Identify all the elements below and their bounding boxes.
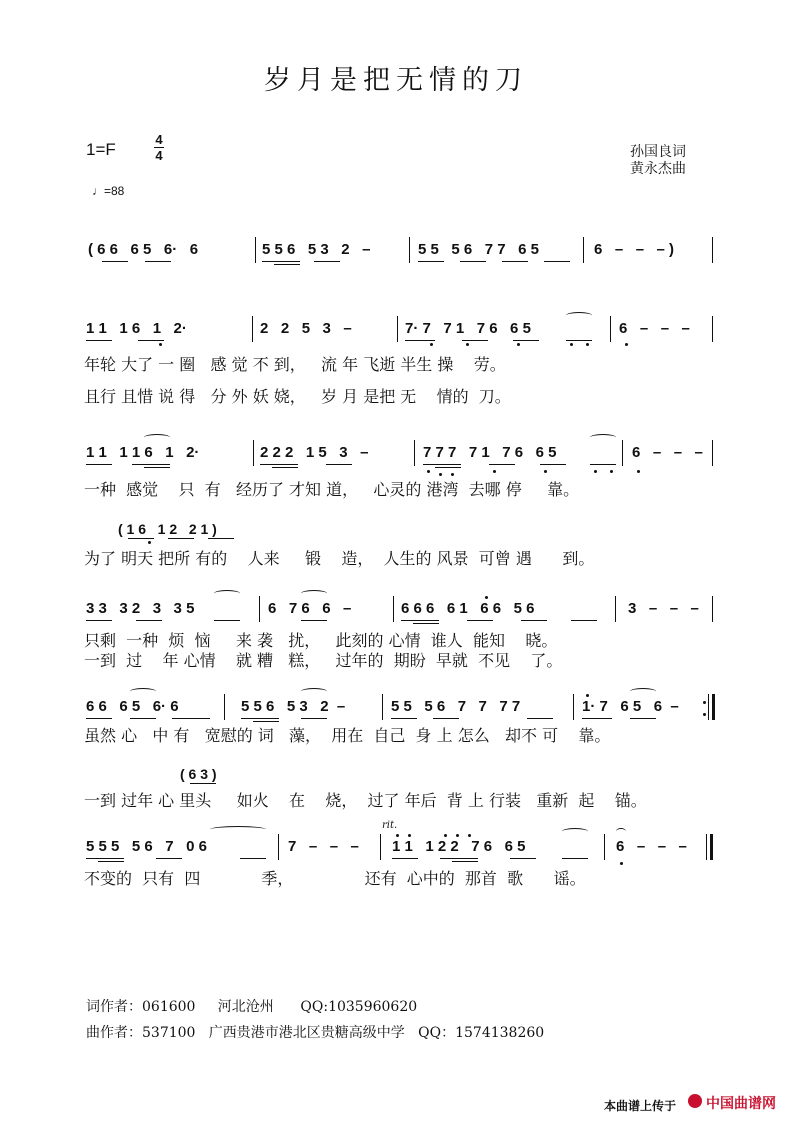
lyric-line: 只剩 一种 烦 恼 来 袭 扰， 此刻的 心情 谁人 能知 晓。 xyxy=(84,631,558,650)
measure: 1 1 1 1 6 1 2· xyxy=(86,444,200,461)
measure: 6 6 6 5 6· 6 xyxy=(86,698,179,715)
measure: 1· 7 6 5 6 – xyxy=(582,698,679,715)
barline xyxy=(708,694,709,720)
barline xyxy=(278,834,279,860)
barline xyxy=(409,237,410,263)
barline xyxy=(712,316,713,342)
lyric-line: 为了 明天 把所 有的 人来 锻 造， 人生的 风景 可曾 遇 到。 xyxy=(84,549,595,568)
time-signature xyxy=(152,132,166,163)
time-signature-bottom: 4 xyxy=(155,148,163,163)
barline xyxy=(397,316,398,342)
lyric-line: 一种 感觉 只 有 经历了 才知 道， 心灵的 港湾 去哪 停 靠。 xyxy=(84,480,580,499)
composer-contact: 曲作者：537100 广西贵港市港北区贵糖高级中学 QQ：1574138260 xyxy=(86,1025,545,1041)
barline xyxy=(604,834,605,860)
barline xyxy=(224,694,225,720)
final-barline-thick xyxy=(710,834,713,860)
measure: ( 6 6 6 5 6· 6 xyxy=(88,241,199,258)
measure: 2 2 2 1 5 3 – xyxy=(260,444,369,461)
measure: 5 5 5 5 6 7 0 6 xyxy=(86,838,207,855)
measure: 6 – – – ) xyxy=(594,241,675,258)
ritardando-mark: rit. xyxy=(382,820,398,831)
measure: 5 5 5 6 7 7 6 5 xyxy=(418,241,539,258)
composer-credit: 黄永杰曲 xyxy=(630,161,686,177)
barline xyxy=(255,237,256,263)
measure: 7· 7 7 1 7 6 6 5 xyxy=(405,320,531,337)
lyric-line: 一到 过 年 心情 就 糟 糕， 过年的 期盼 早就 不见 了。 xyxy=(84,651,563,670)
barline xyxy=(573,694,574,720)
measure: 6 – – – xyxy=(632,444,703,461)
barline xyxy=(583,237,584,263)
site-logo[interactable] xyxy=(688,1093,788,1113)
measure: 6 – – – xyxy=(616,838,687,855)
measure: 6 – – – xyxy=(619,320,690,337)
interlude-notes: ( 1 6 1 2 2 1 ) xyxy=(118,521,217,537)
measure: 5 5 5 6 7 7 7 7 xyxy=(391,698,521,715)
time-signature-top: 4 xyxy=(155,132,163,147)
site-logo-text: 中国曲谱网 xyxy=(706,1096,776,1112)
interlude-notes: ( 6 3 ) xyxy=(180,766,217,782)
measure: 6 6 6 6 1 6 6 5 6 xyxy=(401,600,535,617)
score-title: 岁月是把无情的刀 xyxy=(264,65,528,96)
repeat-end-barline xyxy=(712,694,715,720)
measure: 1 1 1 2 2 7 6 6 5 xyxy=(392,838,526,855)
lyric-line: 虽然 心 中 有 宽慰的 词 藻， 用在 自己 身 上 怎么 却不 可 靠。 xyxy=(84,726,611,745)
measure: 7 7 7 7 1 7 6 6 5 xyxy=(423,444,557,461)
measure: 6 7 6 6 – xyxy=(268,600,352,617)
measure: 3 3 3 2 3 3 5 xyxy=(86,600,195,617)
measure: 2 2 5 3 – xyxy=(260,320,352,337)
key-signature: 1=F xyxy=(86,140,116,159)
tempo-marking: ♩=88 xyxy=(92,184,125,198)
lyricist-contact: 词作者：061600 河北沧州 QQ:1035960620 xyxy=(86,999,418,1015)
barline xyxy=(712,596,713,622)
barline xyxy=(259,596,260,622)
barline xyxy=(382,694,383,720)
measure: 5 5 6 5 3 2 – xyxy=(241,698,346,715)
final-barline xyxy=(706,834,707,860)
barline xyxy=(380,834,381,860)
upload-note: 本曲谱上传于 xyxy=(604,1099,677,1113)
lyric-line: 一到 过年 心 里头 如火 在 烧， 过了 年后 背 上 行装 重新 起 锚。 xyxy=(84,791,647,810)
barline xyxy=(252,316,253,342)
barline xyxy=(712,440,713,466)
barline xyxy=(622,440,623,466)
lyricist-credit: 孙国良词 xyxy=(630,144,686,160)
lyric-line: 且行 且惜 说 得 分 外 妖 娆， 岁 月 是把 无 情的 刀。 xyxy=(84,387,511,406)
measure: 1 1 1 6 1 2· xyxy=(86,320,187,337)
barline xyxy=(615,596,616,622)
logo-icon xyxy=(688,1094,702,1108)
lyric-line: 不变的 只有 四 季， 还有 心中的 那首 歌 谣。 xyxy=(84,869,586,888)
fermata xyxy=(616,828,626,835)
barline xyxy=(393,596,394,622)
barline xyxy=(712,237,713,263)
measure: 5 5 6 5 3 2 – xyxy=(262,241,371,258)
lyric-line: 年轮 大了 一 圈 感 觉 不 到， 流 年 飞逝 半生 操 劳。 xyxy=(84,355,506,374)
barline xyxy=(414,440,415,466)
barline xyxy=(610,316,611,342)
barline xyxy=(253,440,254,466)
measure: 3 – – – xyxy=(628,600,699,617)
measure: 7 – – – xyxy=(288,838,359,855)
